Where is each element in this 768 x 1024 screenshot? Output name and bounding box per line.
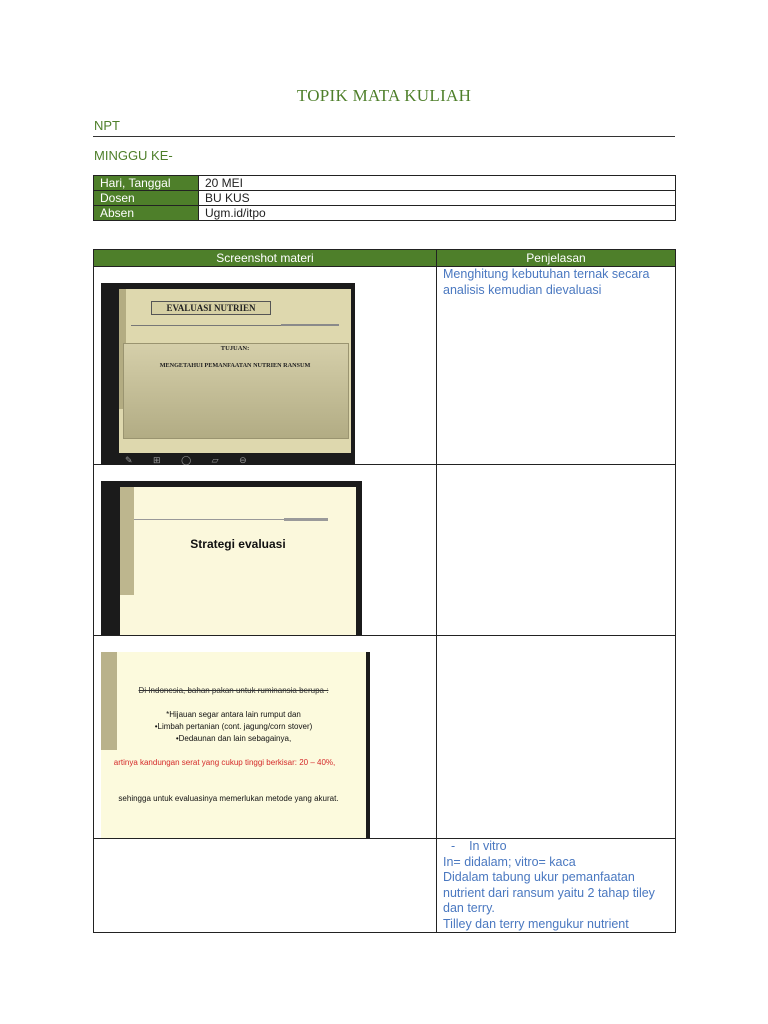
explanation-cell: [437, 839, 676, 933]
slide-line-4: •Dedaunan dan lain sebagainya,: [175, 734, 292, 743]
slide-evaluasi-nutrien: [101, 283, 355, 465]
npt-underline: [93, 136, 675, 137]
slide-line-6: sehingga untuk evaluasinya memerlukan metode yang akurat.: [118, 794, 339, 803]
absen-label: Absen: [94, 206, 199, 221]
slide-rule: [131, 325, 281, 326]
slide-rule: [134, 519, 284, 520]
slide-title: EVALUASI NUTRIEN: [151, 301, 271, 315]
explanation-cell: [437, 267, 676, 465]
table-row: [94, 839, 676, 933]
npt-label: NPT: [94, 118, 120, 133]
hari-value: 20 MEI: [199, 176, 676, 191]
slide-background: [101, 652, 366, 838]
slide-bahan-pakan: [101, 652, 370, 838]
explanation-cell: [437, 636, 676, 839]
dosen-value: BU KUS: [199, 191, 676, 206]
header-screenshot: Screenshot materi: [94, 250, 437, 267]
slide-title: Strategi evaluasi: [190, 537, 286, 551]
slide-background: [120, 487, 356, 635]
minggu-label: MINGGU KE-: [94, 148, 173, 163]
hari-label: Hari, Tanggal: [94, 176, 199, 191]
explanation-cell: [437, 465, 676, 636]
dash-marker: -: [451, 839, 470, 853]
slide-line-5: artinya kandungan serat yang cukup tinggi berkisar: 20 – 40%,: [113, 758, 336, 767]
slide-body: MENGETAHUI PEMANFAATAN NUTRIEN RANSUM: [159, 362, 311, 369]
info-row-dosen: [94, 191, 676, 206]
slide-tujuan: TUJUAN:: [220, 345, 250, 352]
table-row: [94, 636, 676, 839]
dosen-label: Dosen: [94, 191, 199, 206]
header-penjelasan: Penjelasan: [437, 250, 676, 267]
page-title: TOPIK MATA KULIAH: [296, 86, 472, 105]
absen-value: Ugm.id/itpo: [199, 206, 676, 221]
screenshot-cell: [94, 839, 437, 933]
slide-line-2: *Hijauan segar antara lain rumput dan: [166, 710, 301, 719]
screenshot-cell: [94, 267, 437, 465]
info-table: [93, 175, 676, 221]
material-table: [93, 249, 676, 933]
table-row: [94, 267, 676, 465]
explanation-line-1: In= didalam; vitro= kaca: [443, 854, 576, 869]
slide-rule-accent: [281, 324, 339, 326]
screenshot-cell: [94, 465, 437, 636]
screenshot-cell: [94, 636, 437, 839]
slide-content-box: [123, 343, 349, 439]
bullet-text: In vitro: [469, 839, 507, 853]
slide-line-3: •Limbah pertanian (cont. jagung/corn stover): [154, 722, 313, 731]
explanation-line-2: Didalam tabung ukur pemanfaatan nutrient dari ransum yaitu 2 tahap tiley dan terry.: [443, 870, 655, 915]
table-row: [94, 465, 676, 636]
explanation-text: Menghitung kebutuhan ternak secara analisis kemudian dievaluasi: [443, 267, 650, 297]
explanation-text: [437, 839, 675, 932]
slide-rule-accent: [284, 518, 328, 521]
table-header: [94, 250, 676, 267]
explanation-line-3: Tilley dan terry mengukur nutrient: [443, 916, 629, 931]
slide-toolbar-icons: ✎ ⊞ ◯ ▱ ⊖: [125, 455, 256, 465]
slide-strategi-evaluasi: [101, 481, 362, 635]
info-row-hari: [94, 176, 676, 191]
info-row-absen: [94, 206, 676, 221]
slide-line-1: Di Indonesia, bahan pakan untuk ruminansia berupa :: [138, 686, 329, 695]
explanation-bullet: [443, 839, 669, 855]
